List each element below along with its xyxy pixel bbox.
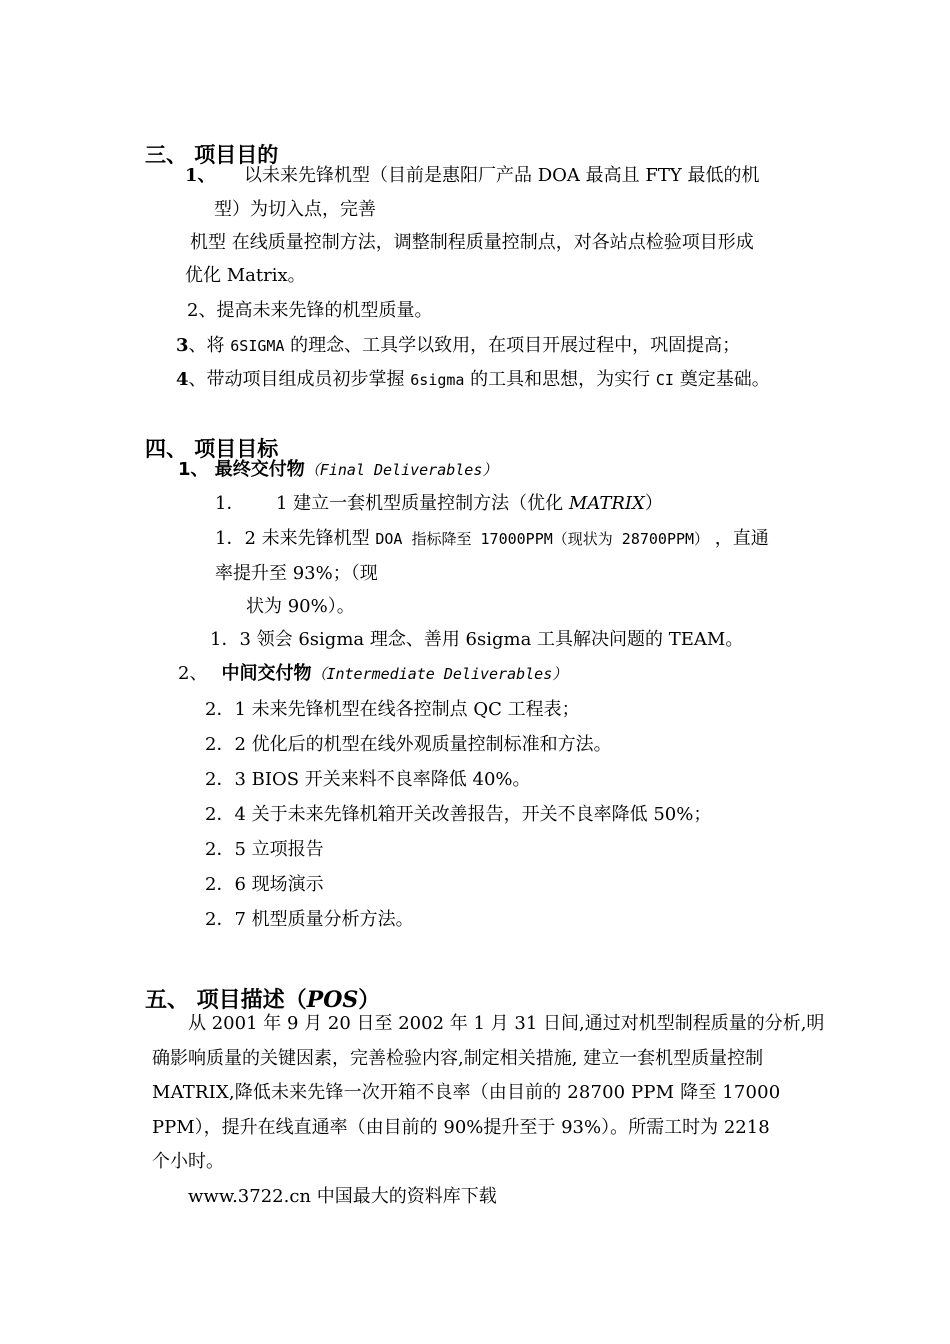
sub-2-label: 中间交付物 [221,663,312,684]
item-1-2-text-a: 1．2 未来先锋机型 [215,528,376,549]
item-4-text-a: 、带动项目组成员初步掌握 [188,369,411,390]
section-5-heading [145,983,380,1014]
item-1-line-2: 型）为切入点，完善 [214,199,376,220]
item-1-num: 1、 [185,165,216,186]
sub-1-label: 1、 最终交付物 [178,459,305,480]
list-item: 2．2 优化后的机型在线外观质量控制标准和方法。 [205,734,612,755]
item-2: 2、提高未来先锋的机型质量。 [187,300,433,321]
item-1-2-line-1 [215,527,769,551]
item-1-line-3: 机型 在线质量控制方法，调整制程质量控制点，对各站点检验项目形成 [190,232,754,253]
item-3-text-b: 的理念、工具学以致用，在项目开展过程中，巩固提高； [284,335,741,356]
item-1-1 [276,492,663,516]
desc-line-4: PPM），提升在线直通率（由目前的 90%提升至于 93%）。所需工时为 2218 [152,1117,770,1138]
list-item: 2．6 现场演示 [205,874,324,895]
item-1-1-num: 1． [215,493,245,514]
sub-2-num: 2、 [178,663,208,684]
list-item: 2．7 机型质量分析方法。 [205,909,414,930]
item-1-line-1: 以未来先锋机型（目前是惠阳厂产品 DOA 最高且 FTY 最低的机 [244,165,760,186]
item-1-2-text-b: ，直通 [709,528,769,549]
item-4-mono-2: CI [655,371,674,389]
list-item: 2．3 BIOS 开关来料不良率降低 40%。 [205,769,531,790]
sub-1-heading [178,458,497,482]
sub-2-english: （Intermediate Deliverables） [311,665,568,683]
item-4-text-c: 奠定基础。 [673,369,770,390]
list-item: 2．5 立项报告 [205,839,324,860]
desc-line-2: 确影响质量的关键因素，完善检验内容,制定相关措施, 建立一套机型质量控制 [152,1048,764,1069]
item-1-2-mono: DOA 指标降至 17000PPM（现状为 28700PPM） [375,530,710,548]
section-4-heading: 四、 项目目标 [145,437,279,461]
item-1-1-text-b: ） [644,493,663,514]
item-1-1-text-a: 1 建立一套机型质量控制方法（优化 [276,493,569,514]
item-1-1-italic: MATRIX [568,493,645,514]
item-4-num: 4 [176,369,189,390]
item-4-mono-1: 6sigma [410,371,465,389]
item-1-number [185,164,216,188]
desc-line-5: 个小时。 [152,1151,224,1172]
section-5-heading-a: 五、 项目描述（ [145,988,307,1013]
list-item: 2．1 未来先锋机型在线各控制点 QC 工程表； [205,699,580,720]
item-4 [176,368,770,392]
item-1-2-line-2: 率提升至 93%；（现 [215,563,378,584]
section-5-heading-pos: POS [306,987,359,1013]
desc-line-1: 从 2001 年 9 月 20 日至 2002 年 1 月 31 日间,通过对机型制程质量的分析,明 [188,1013,825,1034]
section-5-heading-c: ） [358,988,381,1013]
item-3-text-a: 、将 [188,335,231,356]
item-3-mono: 6SIGMA [230,337,285,355]
section-3-heading: 三、 项目目的 [145,143,279,167]
list-item: 2．4 关于未来先锋机箱开关改善报告，开关不良率降低 50%； [205,804,712,825]
item-1-line-4: 优化 Matrix。 [185,265,306,286]
item-1-3: 1．3 领会 6sigma 理念、善用 6sigma 工具解决问题的 TEAM。 [210,629,744,650]
sub-2-heading [178,662,567,686]
item-1-2-line-3: 状为 90%）。 [246,596,355,617]
desc-line-3: MATRIX,降低未来先锋一次开箱不良率（由目前的 28700 PPM 降至 17000 [152,1082,781,1103]
item-4-text-b: 的工具和思想，为实行 [464,369,656,390]
item-3 [176,334,740,358]
item-3-num: 3 [176,335,189,356]
footer-link-text: www.3722.cn 中国最大的资料库下载 [188,1186,497,1207]
sub-1-english: （Final Deliverables） [304,461,498,479]
